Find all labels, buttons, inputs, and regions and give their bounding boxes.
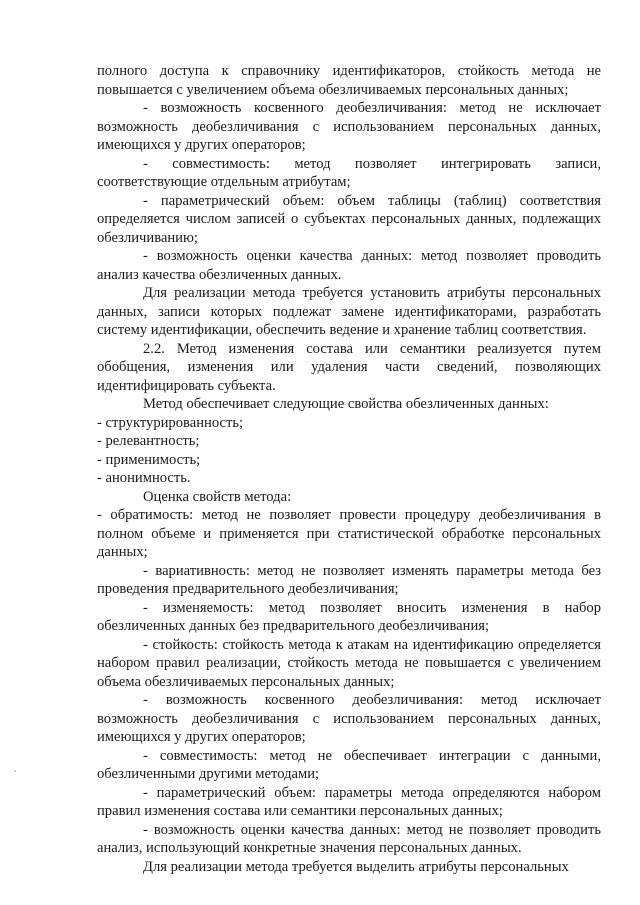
- list-item-parametric-volume-2: - параметрический объем: параметры метода определяются набором правил изменения состава или семантики персональных данных;: [97, 784, 601, 819]
- section-2-2-heading-paragraph: 2.2. Метод изменения состава или семантики реализуется путем обобщения, изменения или удаления части сведений, позволяющих идентифицировать субъекта.: [97, 340, 601, 394]
- list-item-anonymity: - анонимность.: [97, 470, 191, 486]
- scan-speck: [14, 770, 16, 772]
- list-item-indirect-deanonymization: - возможность косвенного деобезличивания: метод не исключает возможность деобезличивания с использованием персональных данных, имеющихся у других операторов;: [97, 100, 601, 153]
- list-item-variability: - вариативность: метод не позволяет изменять параметры метода без проведения предварительного деобезличивания;: [97, 562, 601, 597]
- list-item-quality-assessment-2: - возможность оценки качества данных: метод не позволяет проводить анализ, использующий конкретные значения персональных данных.: [97, 821, 601, 856]
- paragraph-assessment-intro: Оценка свойств метода:: [143, 488, 292, 505]
- list-item-relevance: - релевантность;: [97, 433, 200, 449]
- paragraph-properties-intro: Метод обеспечивает следующие свойства обезличенных данных:: [143, 396, 549, 412]
- list-item-changeability: - изменяемость: метод позволяет вносить изменения в набор обезличенных данных без предварительного деобезличивания;: [97, 599, 601, 634]
- list-item-resistance: - стойкость: стойкость метода к атакам на идентификацию определяется набором правил реализации, стойкость метода не повышается с увеличением объема обезличиваемых персональных данных;: [97, 636, 601, 690]
- list-item-compatibility: - совместимость: метод позволяет интегрировать записи, соответствующие отдельным атрибутам;: [97, 155, 601, 190]
- list-item-applicability: - применимость;: [97, 451, 201, 468]
- list-item-structuredness: - структурированность;: [97, 414, 244, 431]
- list-item-indirect-deanonymization-2: - возможность косвенного деобезличивания: метод исключает возможность деобезличивания с использованием персональных данных, имеющихся у других операторов;: [97, 692, 601, 745]
- paragraph-implementation: Для реализации метода требуется установить атрибуты персональных данных, записи которых подлежат замене идентификаторами, разработать систему идентификации, обеспечить ведение и хранение таблиц соответствия.: [97, 285, 601, 338]
- paragraph-continuation: полного доступа к справочнику идентификаторов, стойкость метода не повышается с увеличением объема обезличиваемых персональных данных;: [97, 63, 601, 98]
- list-item-quality-assessment: - возможность оценки качества данных: метод позволяет проводить анализ качества обезличенных данных.: [97, 248, 601, 283]
- list-item-parametric-volume: - параметрический объем: объем таблицы (таблиц) соответствия определяется числом записей о субъектах персональных данных, подлежащих обезличиванию;: [97, 192, 601, 246]
- paragraph-implementation-2: Для реализации метода требуется выделить атрибуты персональных: [143, 858, 569, 875]
- list-item-reversibility: - обратимость: метод не позволяет провести процедуру деобезличивания в полном объеме и применяется при статистической обработке персональных данных;: [97, 507, 601, 560]
- list-item-compatibility-2: - совместимость: метод не обеспечивает интеграции с данными, обезличенными другими методами;: [97, 747, 601, 782]
- document-page: [97, 62, 601, 876]
